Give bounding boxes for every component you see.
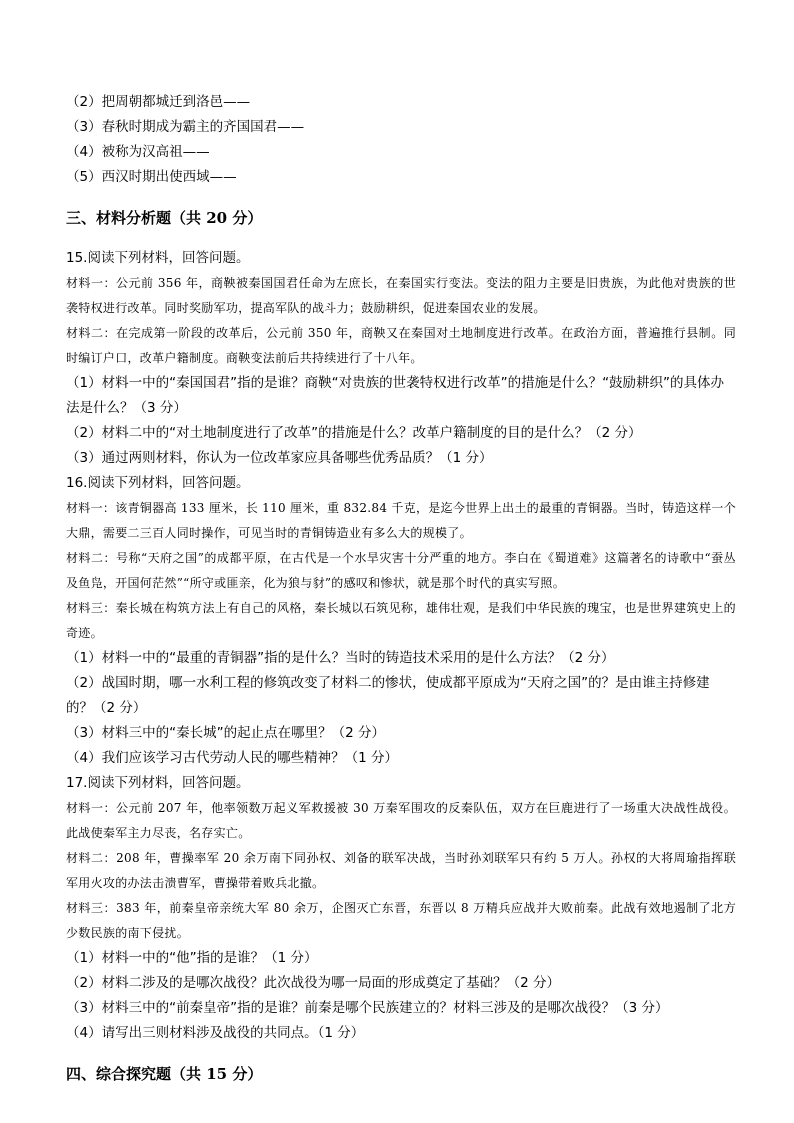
section-3-heading: 三、材料分析题（共 20 分） bbox=[66, 209, 263, 227]
q15-material-1: 材料一：公元前 356 年，商鞅被秦国国君任命为左庶长，在秦国实行变法。变法的阻力主要是旧贵族，为此他对贵族的世袭特权进行改革。同时奖励军功，提高军队的战斗力；鼓励耕织，促进秦国农业的发展。 bbox=[66, 276, 736, 315]
q17-question-4: （4）请写出三则材料涉及战役的共同点。（1 分） bbox=[66, 1025, 365, 1041]
fill-item-3: （3）春秋时期成为霸主的齐国国君—— bbox=[66, 119, 305, 135]
q17-question-1: （1）材料一中的“他”指的是谁？（1 分） bbox=[66, 950, 318, 966]
section-4-heading: 四、综合探究题（共 15 分） bbox=[66, 1065, 263, 1083]
q15-intro: 15.阅读下列材料，回答问题。 bbox=[66, 250, 250, 266]
q16-material-3: 材料三：秦长城在构筑方法上有自己的风格，秦长城以石筑见称，雄伟壮观，是我们中华民族的瑰宝，也是世界建筑史上的奇迹。 bbox=[66, 601, 736, 640]
q15-question-3: （3）通过两则材料，你认为一位改革家应具备哪些优秀品质？（1 分） bbox=[66, 450, 493, 466]
fill-item-2: （2）把周朝都城迁到洛邑—— bbox=[66, 94, 251, 110]
q15-material-2: 材料二：在完成第一阶段的改革后，公元前 350 年，商鞅又在秦国对土地制度进行改革。在政治方面，普遍推行县制。同时编订户口，改革户籍制度。商鞅变法前后共持续进行了十八年。 bbox=[66, 326, 736, 365]
fill-item-5: （5）西汉时期出使西域—— bbox=[66, 169, 237, 185]
q16-question-3: （3）材料三中的“秦长城”的起止点在哪里？（2 分） bbox=[66, 725, 385, 741]
q17-question-3: （3）材料三中的“前秦皇帝”指的是谁？前秦是哪个民族建立的？材料三涉及的是哪次战役？（3 分） bbox=[66, 1000, 669, 1016]
q17-material-2: 材料二：208 年，曹操率军 20 余万南下同孙权、刘备的联军决战，当时孙刘联军只有约 5 万人。孙权的大将周瑜指挥联军用火攻的办法击溃曹军，曹操带着败兵北撤。 bbox=[66, 851, 736, 890]
fill-item-4: （4）被称为汉高祖—— bbox=[66, 144, 210, 160]
q16-material-2: 材料二：号称“天府之国”的成都平原，在古代是一个水旱灾害十分严重的地方。李白在《蜀道难》这篇著名的诗歌中“蚕丛及鱼凫，开国何茫然”“所守或匪亲，化为狼与豺”的感叹和惨状，就是那个时代的真实写照。 bbox=[66, 551, 736, 590]
q17-question-2: （2）材料二涉及的是哪次战役？此次战役为哪一局面的形成奠定了基础？（2 分） bbox=[66, 975, 560, 991]
q15-question-1: （1）材料一中的“秦国国君”指的是谁？商鞅“对贵族的世袭特权进行改革”的措施是什么？“鼓励耕织”的具体办法是什么？（3 分） bbox=[66, 375, 725, 416]
q16-material-1: 材料一：该青铜器高 133 厘米，长 110 厘米，重 832.84 千克，是迄今世界上出土的最重的青铜器。当时，铸造这样一个大鼎，需要二三百人同时操作，可见当时的青铜铸造业有多么大的规模了。 bbox=[66, 501, 736, 540]
q17-material-3: 材料三：383 年，前秦皇帝亲统大军 80 余万，企图灭亡东晋，东晋以 8 万精兵应战并大败前秦。此战有效地遏制了北方少数民族的南下侵扰。 bbox=[66, 901, 736, 940]
q16-question-1: （1）材料一中的“最重的青铜器”指的是什么？当时的铸造技术采用的是什么方法？（2 分） bbox=[66, 650, 615, 666]
q17-material-1: 材料一：公元前 207 年，他率领数万起义军救援被 30 万秦军围攻的反秦队伍，双方在巨鹿进行了一场重大决战性战役。此战使秦军主力尽丧，名存实亡。 bbox=[66, 801, 736, 840]
q16-intro: 16.阅读下列材料，回答问题。 bbox=[66, 475, 250, 491]
q16-question-2: （2）战国时期，哪一水利工程的修筑改变了材料二的惨状，使成都平原成为“天府之国”的？是由谁主持修建的？（2 分） bbox=[66, 675, 710, 716]
q17-intro: 17.阅读下列材料，回答问题。 bbox=[66, 775, 250, 791]
exam-page bbox=[66, 90, 736, 1102]
q15-question-2: （2）材料二中的“对土地制度进行了改革”的措施是什么？改革户籍制度的目的是什么？（2 分） bbox=[66, 425, 642, 441]
q16-question-4: （4）我们应该学习古代劳动人民的哪些精神？（1 分） bbox=[66, 750, 398, 766]
